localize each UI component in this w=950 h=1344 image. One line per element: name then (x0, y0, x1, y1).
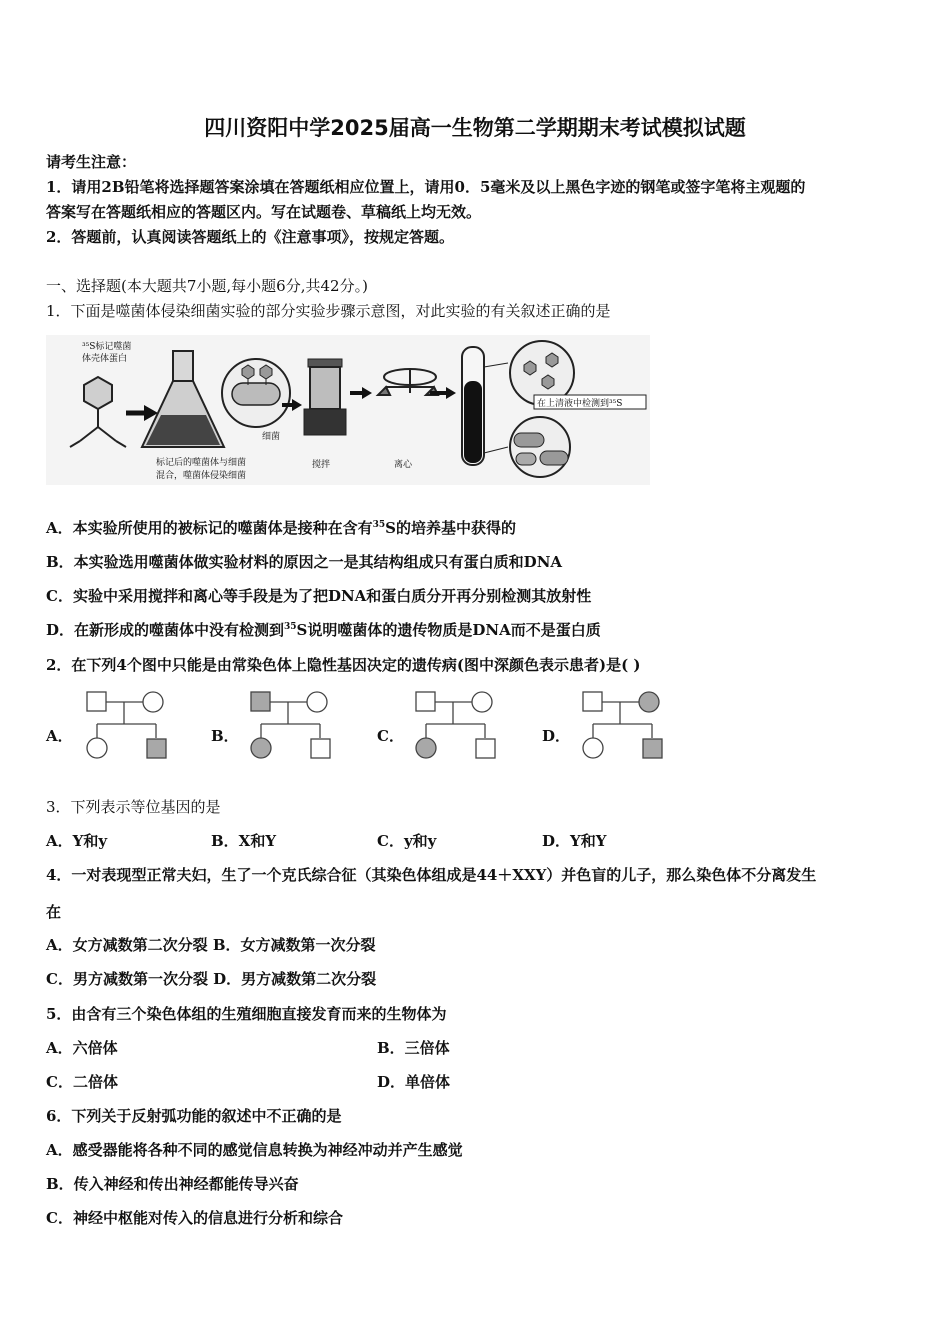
daughter-normal-circle (583, 738, 603, 758)
mother-affected-circle (639, 692, 659, 712)
q1-option-a-sup: 35 (372, 520, 386, 530)
phage-label-2: 体壳体蛋白 (82, 354, 128, 364)
q3-option-b: B．X和Y (211, 832, 277, 850)
blender-icon (304, 359, 346, 435)
mother-normal-circle (307, 692, 327, 712)
section-heading: 一、选择题(本大题共7小题,每小题6分,共42分。) (46, 277, 368, 295)
q1-option-a-pre: A．本实验所使用的被标记的噬菌体是接种在含有 (46, 519, 373, 537)
q1-option-a-post: S的培养基中获得的 (385, 519, 517, 537)
q4-options-row2: C．男方减数第一次分裂 D．男方减数第二次分裂 (46, 970, 377, 988)
phage-label-1: ³⁵S标记噬菌 (82, 342, 132, 352)
q5-option-b: B．三倍体 (377, 1039, 450, 1057)
pedigree-a (84, 688, 174, 764)
q6-option-a: A．感受器能将各种不同的感觉信息转换为神经冲动并产生感觉 (46, 1141, 463, 1159)
q3-option-d: D．Y和Y (542, 832, 607, 850)
q1-stem: 1．下面是噬菌体侵染细菌实验的部分实验步骤示意图，对此实验的有关叙述正确的是 (46, 302, 611, 320)
mix-label-1: 标记后的噬菌体与细菌 (156, 458, 247, 468)
notice-item-2: 2．答题前，认真阅读答题纸上的《注意事项》，按规定答题。 (46, 228, 454, 246)
q5-option-c: C．二倍体 (46, 1073, 118, 1091)
q5-option-d: D．单倍体 (377, 1073, 451, 1091)
q5-stem: 5．由含有三个染色体组的生殖细胞直接发育而来的生物体为 (46, 1005, 447, 1023)
mix-label-2: 混合，噬菌体侵染细菌 (156, 471, 247, 481)
q4-stem-2: 在 (46, 903, 62, 921)
pedigree-c (413, 688, 503, 764)
q1-option-d-sup: 35 (284, 622, 297, 632)
mother-normal-circle (472, 692, 492, 712)
q2-label-a: A． (46, 727, 73, 745)
q1-option-d-post: S说明噬菌体的遗传物质是DNA而不是蛋白质 (296, 621, 601, 639)
q3-option-c: C．y和y (377, 832, 437, 850)
bacteria-label: 细菌 (262, 432, 281, 442)
q2-label-b: B． (211, 727, 239, 745)
pedigree-b (248, 688, 338, 764)
q1-option-c: C．实验中采用搅拌和离心等手段是为了把DNA和蛋白质分开再分别检测其放射性 (46, 587, 592, 605)
q1-option-b: B．本实验选用噬菌体做实验材料的原因之一是其结构组成只有蛋白质和DNA (46, 553, 563, 571)
daughter-affected-circle (416, 738, 436, 758)
exam-title: 四川资阳中学2025届高一生物第二学期期末考试模拟试题 (204, 116, 746, 140)
centrifuge-label: 离心 (394, 460, 413, 470)
son-normal-square (311, 739, 330, 758)
q5-option-a: A．六倍体 (46, 1039, 118, 1057)
test-tube-icon (462, 347, 484, 465)
father-normal-square (583, 692, 602, 711)
q3-stem: 3．下列表示等位基因的是 (46, 798, 221, 816)
phage-experiment-figure (46, 335, 650, 485)
son-affected-square (147, 739, 166, 758)
notice-item-1b: 答案写在答题纸相应的答题区内。写在试题卷、草稿纸上均无效。 (46, 203, 482, 221)
daughter-affected-circle (251, 738, 271, 758)
father-affected-square (251, 692, 270, 711)
q1-option-d-pre: D．在新形成的噬菌体中没有检测到 (46, 621, 285, 639)
q6-option-c: C．神经中枢能对传入的信息进行分析和综合 (46, 1209, 343, 1227)
q6-stem: 6．下列关于反射弧功能的叙述中不正确的是 (46, 1107, 342, 1125)
detect-label: 在上清液中检测到³⁵S (537, 399, 623, 409)
father-normal-square (87, 692, 106, 711)
notice-item-1a: 1．请用2B铅笔将选择题答案涂填在答题纸相应位置上，请用0．5毫米及以上黑色字迹的钢笔或签字笔将主观题的 (46, 178, 806, 196)
q1-option-a (46, 517, 516, 539)
father-normal-square (416, 692, 435, 711)
q4-stem-1: 4．一对表现型正常夫妇，生了一个克氏综合征（其染色体组成是44＋XXY）并色盲的儿子，那么染色体不分离发生 (46, 866, 817, 884)
q4-options-row1: A．女方减数第二次分裂 B．女方减数第一次分裂 (46, 936, 376, 954)
stir-label: 搅拌 (312, 460, 331, 470)
q2-stem: 2．在下列4个图中只能是由常染色体上隐性基因决定的遗传病(图中深颜色表示患者)是( ) (46, 656, 641, 674)
infection-zoom-icon (222, 359, 290, 427)
notice-heading: 请考生注意： (46, 153, 137, 171)
q2-label-c: C． (377, 727, 404, 745)
mother-normal-circle (143, 692, 163, 712)
q3-option-a: A．Y和y (46, 832, 108, 850)
son-affected-square (643, 739, 662, 758)
daughter-normal-circle (87, 738, 107, 758)
q2-label-d: D． (542, 727, 571, 745)
q1-option-d (46, 619, 601, 641)
son-normal-square (476, 739, 495, 758)
pedigree-d (580, 688, 670, 764)
q6-option-b: B．传入神经和传出神经都能传导兴奋 (46, 1175, 299, 1193)
